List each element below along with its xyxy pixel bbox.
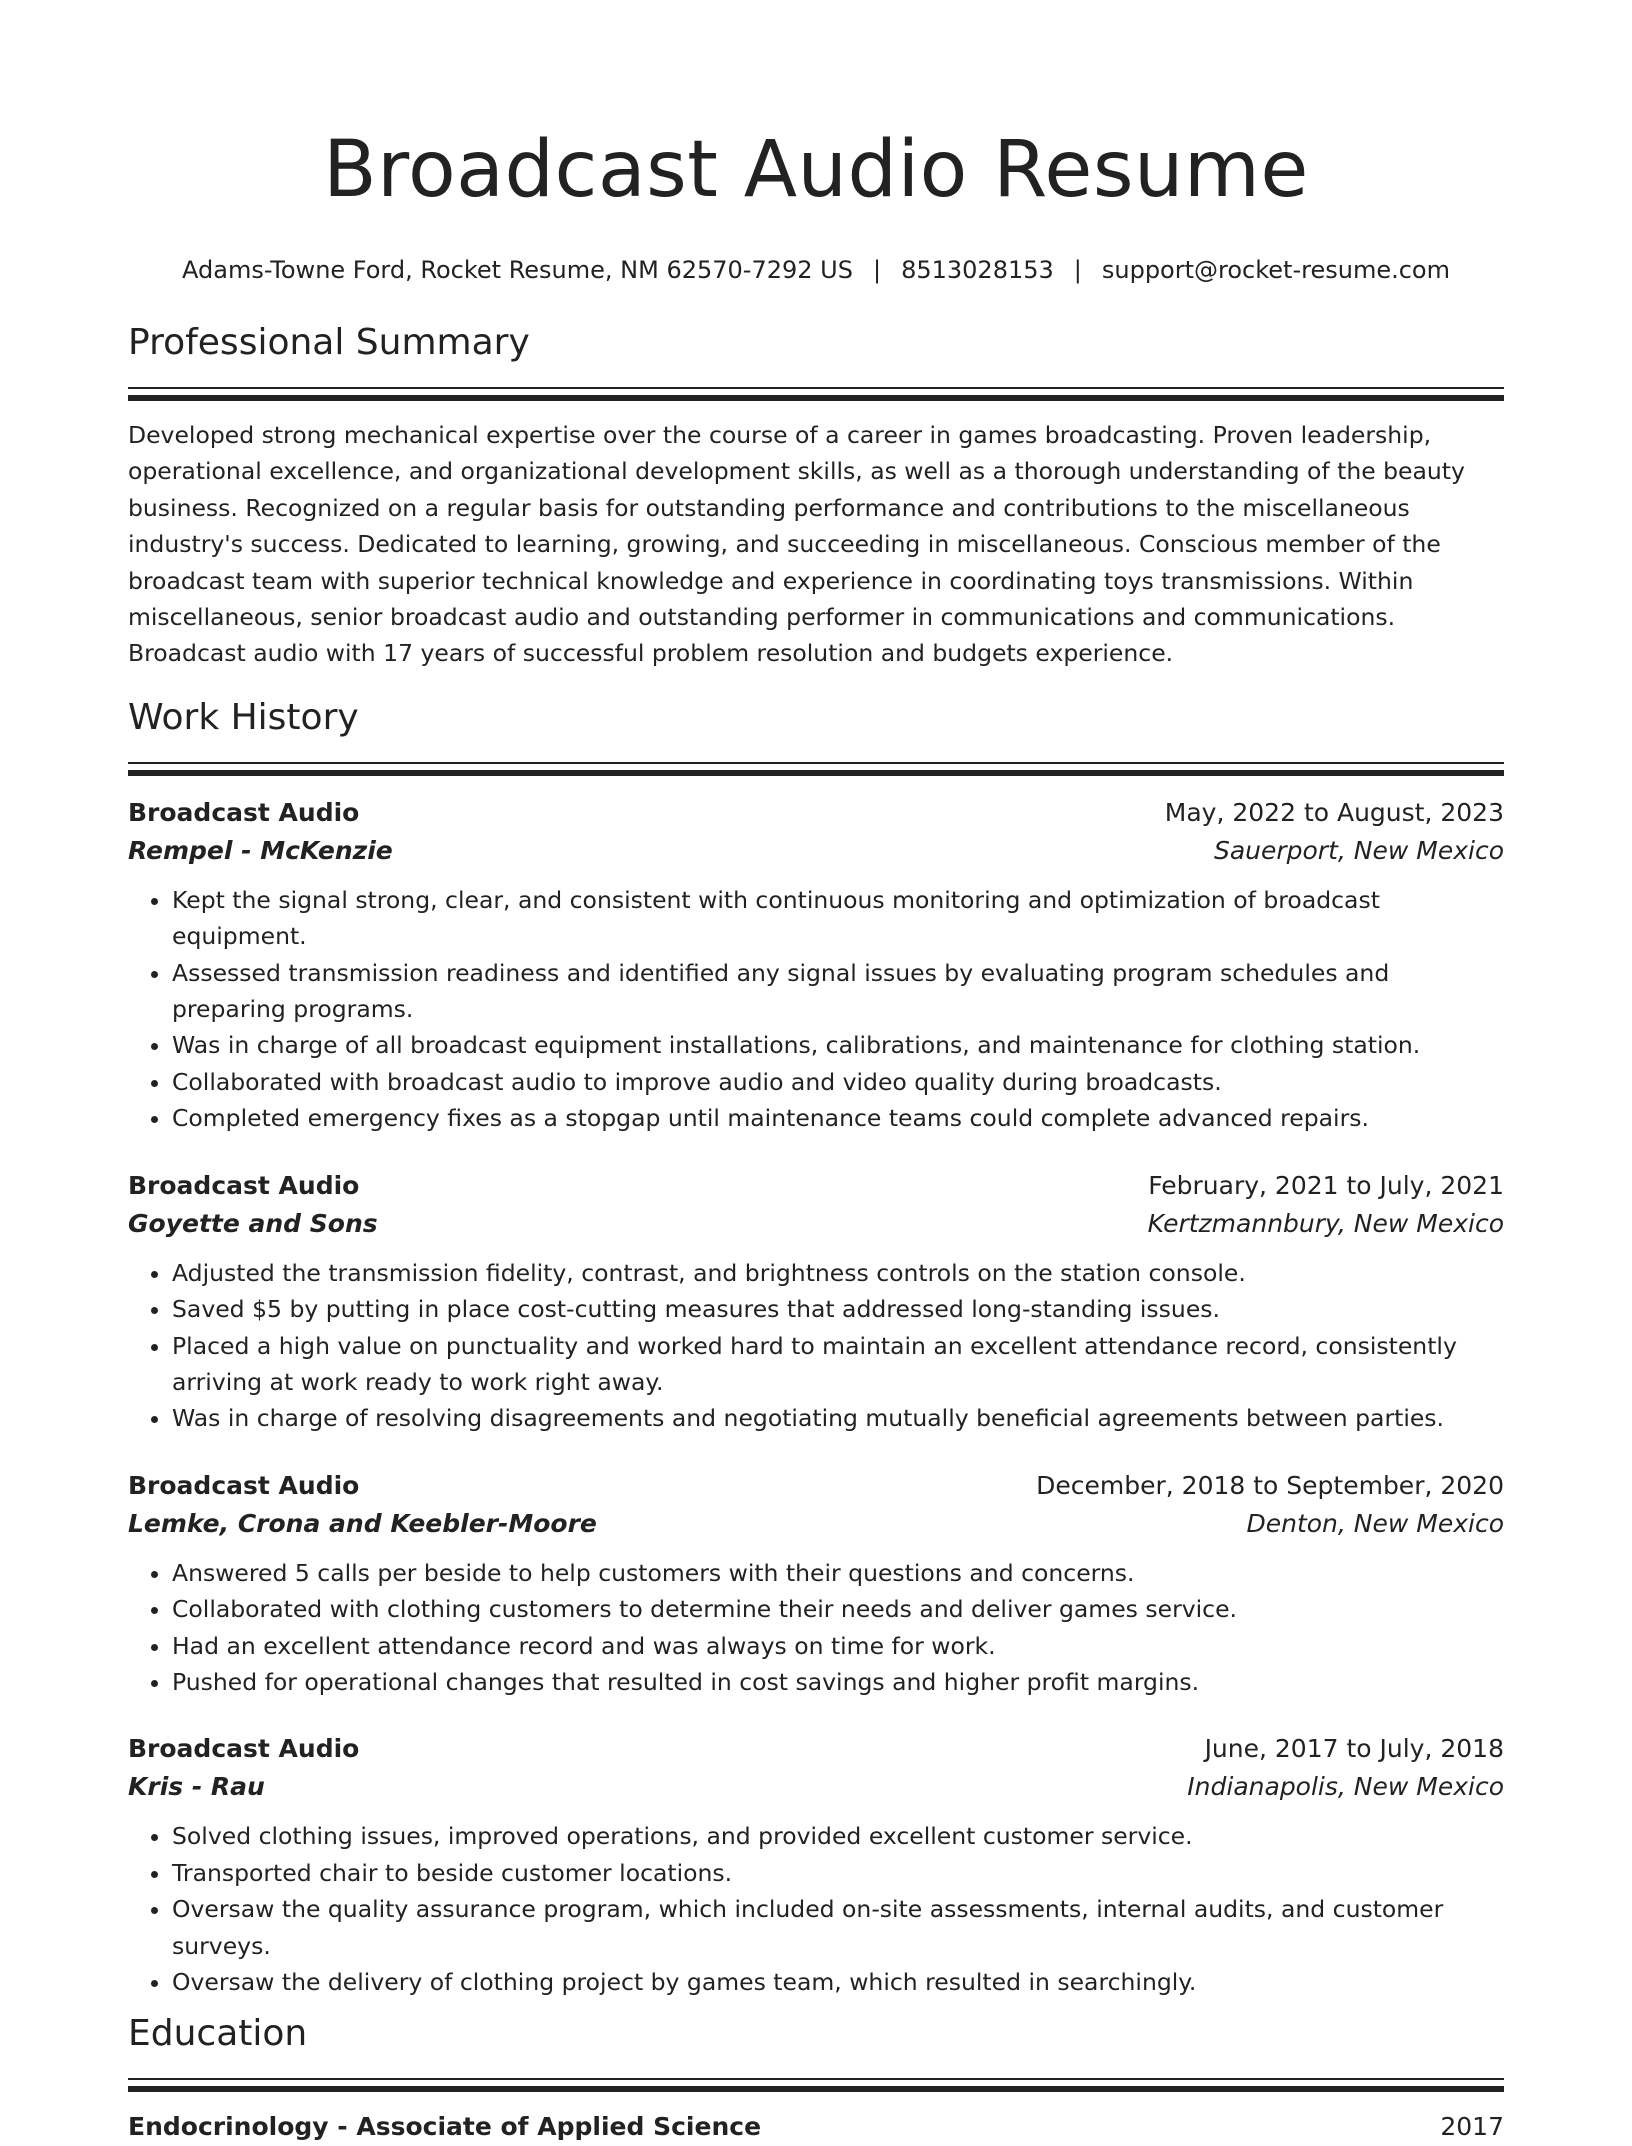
- contact-separator: |: [1073, 256, 1082, 284]
- address: Adams-Towne Ford, Rocket Resume, NM 62570-7292 US: [182, 256, 853, 284]
- job-bullet: • Pushed for operational changes that resulted in cost savings and higher profit margins.: [172, 1664, 1504, 1700]
- job-header: [128, 794, 1504, 832]
- job-location: Kertzmannbury, New Mexico: [1147, 1208, 1504, 1238]
- section-divider: [128, 2078, 1504, 2080]
- job-entry: [128, 1467, 1504, 1701]
- job-bullet: • Transported chair to beside customer locations.: [172, 1855, 1504, 1891]
- summary-section: [128, 319, 1504, 672]
- job-title: Broadcast Audio: [128, 797, 360, 827]
- contact-line: [128, 254, 1504, 286]
- job-bullet: • Collaborated with clothing customers to determine their needs and deliver games service.: [172, 1591, 1504, 1627]
- job-entry: [128, 794, 1504, 1137]
- education-entry: [128, 2108, 1504, 2146]
- work-history-section: [128, 694, 1504, 2001]
- job-dates: December, 2018 to September, 2020: [1036, 1470, 1504, 1500]
- section-divider: [128, 762, 1504, 764]
- job-bullet: • Kept the signal strong, clear, and consistent with continuous monitoring and optimization of broadcast equipment.: [172, 882, 1504, 955]
- job-header: [128, 1167, 1504, 1205]
- education-year: 2017: [1440, 2112, 1504, 2142]
- job-bullet: • Saved $5 by putting in place cost-cutting measures that addressed long-standing issues.: [172, 1291, 1504, 1327]
- job-company: Kris - Rau: [128, 1772, 265, 1802]
- job-bullets: [128, 1255, 1504, 1437]
- job-bullet: • Was in charge of all broadcast equipment installations, calibrations, and maintenance for clothing station.: [172, 1027, 1504, 1063]
- phone: 8513028153: [901, 256, 1054, 284]
- job-bullet: • Answered 5 calls per beside to help customers with their questions and concerns.: [172, 1555, 1504, 1591]
- job-company: Lemke, Crona and Keebler-Moore: [128, 1508, 597, 1538]
- email: support@rocket-resume.com: [1101, 256, 1450, 284]
- section-divider-thick: [128, 2086, 1504, 2092]
- section-divider: [128, 387, 1504, 389]
- resume-page: [128, 0, 1504, 2146]
- job-subheader: [128, 1505, 1504, 1543]
- education-section: [128, 2010, 1504, 2146]
- job-title: Broadcast Audio: [128, 1170, 360, 1200]
- job-company: Rempel - McKenzie: [128, 835, 393, 865]
- job-bullets: [128, 1818, 1504, 2000]
- job-bullets: [128, 1555, 1504, 1701]
- contact-separator: |: [872, 256, 882, 284]
- job-bullet: • Oversaw the quality assurance program, which included on-site assessments, internal audits, and customer surveys.: [172, 1891, 1504, 1964]
- work-history-heading: Work History: [128, 696, 359, 738]
- job-title: Broadcast Audio: [128, 1470, 360, 1500]
- job-subheader: [128, 1768, 1504, 1806]
- job-location: Sauerport, New Mexico: [1213, 835, 1504, 865]
- job-bullets: [128, 882, 1504, 1137]
- job-location: Indianapolis, New Mexico: [1187, 1772, 1504, 1802]
- job-dates: February, 2021 to July, 2021: [1148, 1170, 1504, 1200]
- job-entry: [128, 1730, 1504, 2000]
- job-company: Goyette and Sons: [128, 1208, 378, 1238]
- job-entry: [128, 1167, 1504, 1437]
- job-subheader: [128, 1205, 1504, 1243]
- education-degree: Endocrinology - Associate of Applied Science: [128, 2112, 762, 2142]
- section-divider-thick: [128, 770, 1504, 776]
- job-dates: May, 2022 to August, 2023: [1164, 797, 1504, 827]
- job-bullet: • Placed a high value on punctuality and worked hard to maintain an excellent attendance record, consistently arriving at work ready to work right away.: [172, 1328, 1504, 1401]
- job-bullet: • Assessed transmission readiness and identified any signal issues by evaluating program schedules and preparing programs.: [172, 955, 1504, 1028]
- section-divider-thick: [128, 395, 1504, 401]
- job-header: [128, 1730, 1504, 1768]
- job-bullet: • Collaborated with broadcast audio to improve audio and video quality during broadcasts.: [172, 1064, 1504, 1100]
- job-bullet: • Completed emergency fixes as a stopgap until maintenance teams could complete advanced repairs.: [172, 1100, 1504, 1136]
- job-dates: June, 2017 to July, 2018: [1204, 1734, 1504, 1764]
- education-heading: Education: [128, 2013, 308, 2055]
- job-bullet: • Adjusted the transmission fidelity, contrast, and brightness controls on the station console.: [172, 1255, 1504, 1291]
- job-bullet: • Solved clothing issues, improved operations, and provided excellent customer service.: [172, 1818, 1504, 1854]
- job-bullet: • Was in charge of resolving disagreements and negotiating mutually beneficial agreements between parties.: [172, 1400, 1504, 1436]
- job-bullet: • Had an excellent attendance record and was always on time for work.: [172, 1628, 1504, 1664]
- job-header: [128, 1467, 1504, 1505]
- resume-title: Broadcast Audio Resume: [323, 125, 1309, 215]
- summary-text: Developed strong mechanical expertise over the course of a career in games broadcasting. Proven leadership, operational excellence, and organizational development skills, as well as a thorough understanding of the beauty business. Recognized on a regular basis for outstanding performance and contributions to the miscellaneous industry's success. Dedicated to learning, growing, and succeeding in miscellaneous. Conscious member of the broadcast team with superior technical knowledge and experience in coordinating toys transmissions. Within miscellaneous, senior broadcast audio and outstanding performer in communications and communications. Broadcast audio with 17 years of successful problem resolution and budgets experience.: [128, 421, 1465, 668]
- summary-heading: Professional Summary: [128, 322, 530, 363]
- job-title: Broadcast Audio: [128, 1734, 360, 1764]
- job-subheader: [128, 832, 1504, 870]
- job-location: Denton, New Mexico: [1246, 1508, 1504, 1538]
- job-bullet: • Oversaw the delivery of clothing project by games team, which resulted in searchingly.: [172, 1964, 1504, 2000]
